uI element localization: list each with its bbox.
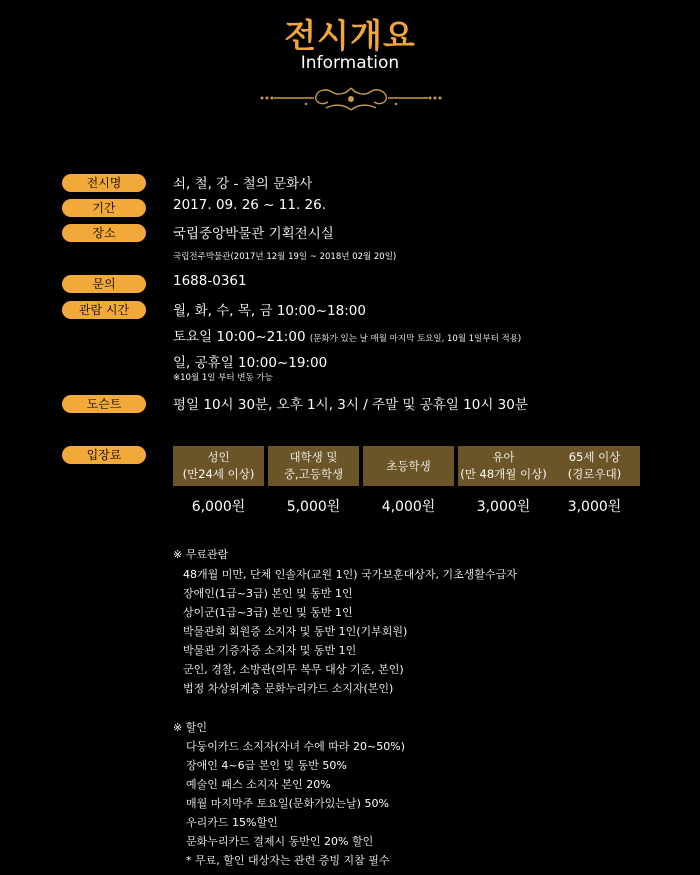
discount-item: 다둥이카드 소지자(자녀 수에 따라 20~50%)	[186, 740, 405, 753]
fee-header-line1: 유아	[492, 450, 515, 464]
discount-item: * 무료, 할인 대상자는 관련 증빙 지참 필수	[186, 854, 390, 867]
exhibition-place: 국립중앙박물관 기획전시실	[173, 226, 334, 242]
hours-weekday: 월, 화, 수, 목, 금 10:00~18:00	[173, 303, 366, 319]
contact-number: 1688-0361	[173, 273, 247, 289]
label-place: 장소	[62, 224, 146, 242]
fee-header-line2: (만 48개월 이상)	[460, 467, 547, 481]
free-item: 박물관 기증자증 소지자 및 동반 1인	[183, 644, 357, 657]
fee-header-line1: 성인	[207, 450, 230, 464]
discount-item: 문화누리카드 결제시 동반인 20% 할인	[186, 835, 374, 848]
fee-price-adult: 6,000원	[191, 499, 246, 515]
free-item: 군인, 경찰, 소방관(의무 복무 대상 기준, 본인)	[183, 663, 404, 676]
label-fee: 입장료	[62, 446, 146, 464]
fee-price-infant: 3,000원	[476, 499, 531, 515]
fee-price-student: 5,000원	[286, 499, 341, 515]
fee-header-senior	[549, 446, 640, 486]
fee-header-line2: (만24세 이상)	[182, 467, 255, 481]
discount-item: 장애인 4~6급 본인 및 동반 50%	[186, 759, 347, 772]
discount-item: 우리카드 15%할인	[186, 816, 278, 829]
free-item: 법정 차상위계층 문화누리카드 소지자(본인)	[183, 682, 394, 695]
discount-item: 매월 마지막주 토요일(문화가있는날) 50%	[186, 797, 389, 810]
fee-header-line2: 중,고등학생	[283, 467, 344, 481]
label-period: 기간	[62, 199, 146, 217]
page-title: 전시개요	[284, 16, 416, 55]
fee-price-senior: 3,000원	[567, 499, 622, 515]
fee-header-line1: 65세 이상	[568, 450, 621, 464]
fee-header-elementary	[363, 446, 454, 486]
free-item: 48개월 미만, 단체 인솔자(교원 1인) 국가보훈대상자, 기초생활수급자	[183, 568, 517, 581]
label-hours: 관람 시간	[62, 301, 146, 319]
docent-times: 평일 10시 30분, 오후 1시, 3시 / 주말 및 공휴일 10시 30분	[173, 397, 528, 413]
hours-saturday-note: (문화가 있는 날 매월 마지막 토요일, 10월 1일부터 적용)	[309, 334, 522, 344]
fee-header-line1: 초등학생	[386, 458, 431, 473]
page-subtitle: Information	[300, 53, 400, 73]
free-item: 박물관회 회원증 소지자 및 동반 1인(기부회원)	[183, 625, 408, 638]
exhibition-name: 쇠, 철, 강 - 철의 문화사	[173, 176, 313, 192]
discount-title: ※ 할인	[173, 721, 207, 734]
label-name: 전시명	[62, 174, 146, 192]
fee-header-line1: 대학생 및	[289, 450, 338, 464]
free-item: 상이군(1급~3급) 본인 및 동반 1인	[183, 606, 353, 619]
exhibition-period: 2017. 09. 26 ~ 11. 26.	[173, 197, 327, 213]
hours-sunday: 일, 공휴일 10:00~19:00	[173, 355, 328, 371]
hours-sunday-note: ※10월 1일 부터 변동 가능	[173, 373, 273, 383]
fee-header-infant	[458, 446, 549, 486]
fee-price-elementary: 4,000원	[381, 499, 436, 515]
ornament-divider	[254, 84, 448, 114]
free-title: ※ 무료관람	[173, 548, 229, 561]
fee-header-line2: (경로우대)	[567, 467, 622, 481]
label-docent: 도슨트	[62, 395, 146, 413]
place-note: 국립전주박물관(2017년 12월 19일 ~ 2018년 02월 20일)	[173, 252, 397, 262]
hours-saturday	[173, 325, 521, 345]
fee-header-student	[268, 446, 359, 486]
hours-saturday-text: 토요일 10:00~21:00	[173, 329, 306, 345]
fee-header-adult	[173, 446, 264, 486]
discount-item: 예술인 패스 소지자 본인 20%	[186, 778, 331, 791]
free-item: 장애인(1급~3급) 본인 및 동반 1인	[183, 587, 353, 600]
label-contact: 문의	[62, 275, 146, 293]
